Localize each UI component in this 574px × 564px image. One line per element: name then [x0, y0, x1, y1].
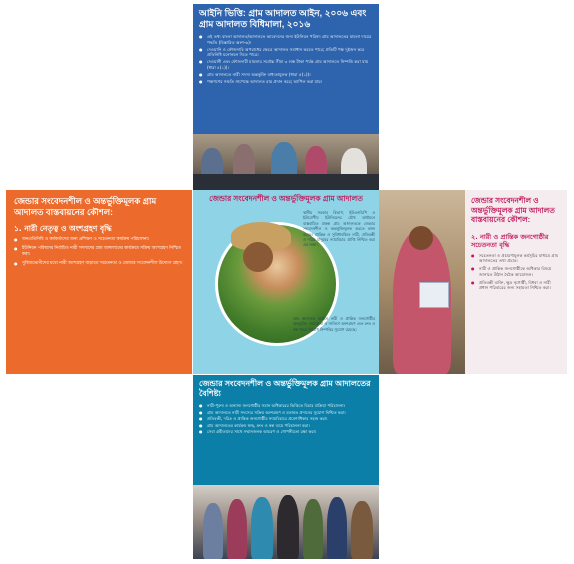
- features-panel: [193, 375, 379, 485]
- strategy-subtitle: ১. নারী নেতৃত্ব ও অংশগ্রহণ বৃদ্ধি: [14, 224, 112, 233]
- person-figure: [251, 497, 273, 559]
- list-item: ● সচেতনতা ও প্রচারণামূলক কর্মসূচির মাধ্যমে গ্রাম আদালতের তথ্য প্রচার।: [471, 253, 561, 265]
- meeting-photo: [193, 134, 379, 190]
- legal-basis-panel: [193, 4, 379, 134]
- features-title: জেন্ডার সংবেদনশীল ও অন্তর্ভুক্তিমূলক গ্রাম আদালতের বৈশিষ্ট্য: [199, 379, 371, 398]
- person-figure: [327, 497, 347, 559]
- strategy-list: [14, 237, 184, 267]
- strategy-list: [471, 253, 561, 292]
- list-item: ● গ্রাম আদালতের কার্যক্রম স্বচ্ছ, দ্রুত ও স্বল্প ব্যয়ে পরিচালনা করা।: [199, 423, 373, 429]
- person-figure: [227, 499, 247, 559]
- list-item: ● প্রতিবন্ধী, দরিদ্র ও প্রান্তিক জনগোষ্ঠীর ন্যায়বিচারে প্রবেশাধিকার সহজ করা।: [199, 416, 373, 422]
- list-item: ● ইউনিয়ন পরিষদের নির্বাচিত নারী সদস্যদের গ্রাম আদালতের কার্যক্রমে সক্রিয় অংশগ্রহণ নিশ্চিত করা।: [14, 246, 184, 258]
- list-item: ● দেওয়ানি ও ফৌজদারি অপরাধের ক্ষেত্রে আদালত সমাধান করতে পারে; প্রতিটি পক্ষ দুইজন করে প্রতিনিধি মনোনয়ন দিতে পারে।: [199, 47, 373, 58]
- strategy-subtitle: ২. নারী ও প্রান্তিক জনগোষ্ঠীর সচেতনতা বৃদ্ধি: [471, 232, 549, 249]
- list-item: ● সেবা গ্রহীতাদের সাথে সম্মানজনক আচরণ ও গোপনীয়তা রক্ষা করা।: [199, 429, 373, 435]
- person-figure: [303, 499, 323, 559]
- list-item: ● প্রতিবন্ধী ব্যক্তি, ক্ষুদ্র নৃগোষ্ঠী, বিধবা ও নারী প্রধান পরিবারের জন্য সহায়তা নিশ্চিত করা।: [471, 280, 561, 292]
- list-item: ● নারী ও প্রান্তিক জনগোষ্ঠীকে অধিকার বিষয়ে জানাতে উঠান বৈঠক আয়োজন।: [471, 266, 561, 278]
- list-item: ● গ্রাম আদালতে নারী সদস্য অন্তর্ভুক্তি বাধ্যতামূলক (ধারা ৫(১))।: [199, 72, 373, 78]
- overview-paragraph: গ্রাম আদালত আইনে নারী ও প্রান্তিক জনগোষ্ঠীর অন্তর্ভুক্তি, সমঝোতা ও সালিশে অংশগ্রহণ এবং দ্রুত ও স্বল্প খরচে বিরোধ নিষ্পত্তির সুযোগ রয়েছে।: [293, 316, 375, 332]
- face-shape: [243, 242, 273, 272]
- list-item: ● এই তথ্য বাংলা আদালত/আদালতে আবেদনের জন্য ইউনিয়ন পরিষদ গ্রাম আদালতের মামলা দায়ের পদ্ধতি (বিস্তারিত অংশ-৬)।: [199, 34, 373, 45]
- list-item: ● জনপ্রতিনিধি ও কর্মকর্তাদের জন্য প্রশিক্ষণ ও সচেতনতা কার্যক্রম পরিচালনা।: [14, 237, 184, 243]
- person-figure: [351, 501, 373, 559]
- group-photo: [193, 485, 379, 559]
- list-item: ● গ্রাম আদালতে নারী সদস্যের সক্রিয় অংশগ্রহণ ও মতামত প্রদানের সুযোগ নিশ্চিত করা।: [199, 410, 373, 416]
- overview-paragraph: স্থানীয় সরকার বিভাগ, ইউএনডিপি ও ইউরোপীয় ইউনিয়নের যৌথ অর্থায়নে বাস্তবায়িত প্রকল্প গ্রাম আদালতকে জেন্ডার সংবেদনশীল ও অন্তর্ভুক্তিমূলক করতে কাজ করছে। প্রান্তিক ও সুবিধাবঞ্চিত নারী, প্রতিবন্ধী ও দরিদ্র মানুষের ন্যায়বিচার প্রাপ্তি নিশ্চিত করা এর লক্ষ্য।: [303, 210, 375, 248]
- legal-basis-title: আইনি ভিত্তি: গ্রাম আদালত আইন, ২০০৬ এবং গ্রাম আদালত বিধিমালা, ২০১৬: [199, 8, 367, 29]
- list-item: ● দেওয়ানী এবং ফৌজদারী মামলার সর্বোচ্চ সীমা ৩ লক্ষ টাকা পর্যন্ত গ্রাম আদালতে নিষ্পত্তি করা যায় (ধারা ৪(১))।: [199, 59, 373, 70]
- features-list: [199, 403, 373, 435]
- woman-with-leaflet-photo: [379, 190, 465, 374]
- list-item: ● নারী-পুরুষ ও অন্যান্য জনগোষ্ঠীর সমান অধিকারের ভিত্তিতে বিচার প্রক্রিয়া পরিচালনা।: [199, 403, 373, 409]
- legal-basis-list: [199, 34, 373, 85]
- meeting-table: [193, 174, 379, 190]
- strategy-title: জেন্ডার সংবেদনশীল ও অন্তর্ভুক্তিমূলক গ্রাম আদালত বাস্তবায়নের কৌশল:: [471, 196, 555, 224]
- list-item: ● সুবিধাভোগীদের মধ্যে নারী অংশগ্রহণ বাড়াতে সচেতনতা ও জেন্ডার সংবেদনশীল উদ্যোগ গ্রহণ।: [14, 261, 184, 267]
- list-item: ● পক্ষগণের সম্মতি সাপেক্ষে আদালত রায় প্রদান করে; আপিল করা যায়।: [199, 79, 373, 85]
- person-figure: [277, 495, 299, 559]
- leaflet-card: [419, 282, 449, 308]
- strategy-title: জেন্ডার সংবেদনশীল ও অন্তর্ভুক্তিমূলক গ্রাম আদালত বাস্তবায়নের কৌশল:: [14, 196, 157, 217]
- strategy-panel-right: [465, 190, 567, 374]
- person-figure: [203, 503, 223, 559]
- overview-panel: [193, 190, 379, 374]
- overview-title: জেন্ডার সংবেদনশীল ও অন্তর্ভুক্তিমূলক গ্রাম আদালত: [209, 194, 363, 203]
- face-shape: [409, 226, 433, 250]
- strategy-panel-left: [6, 190, 192, 374]
